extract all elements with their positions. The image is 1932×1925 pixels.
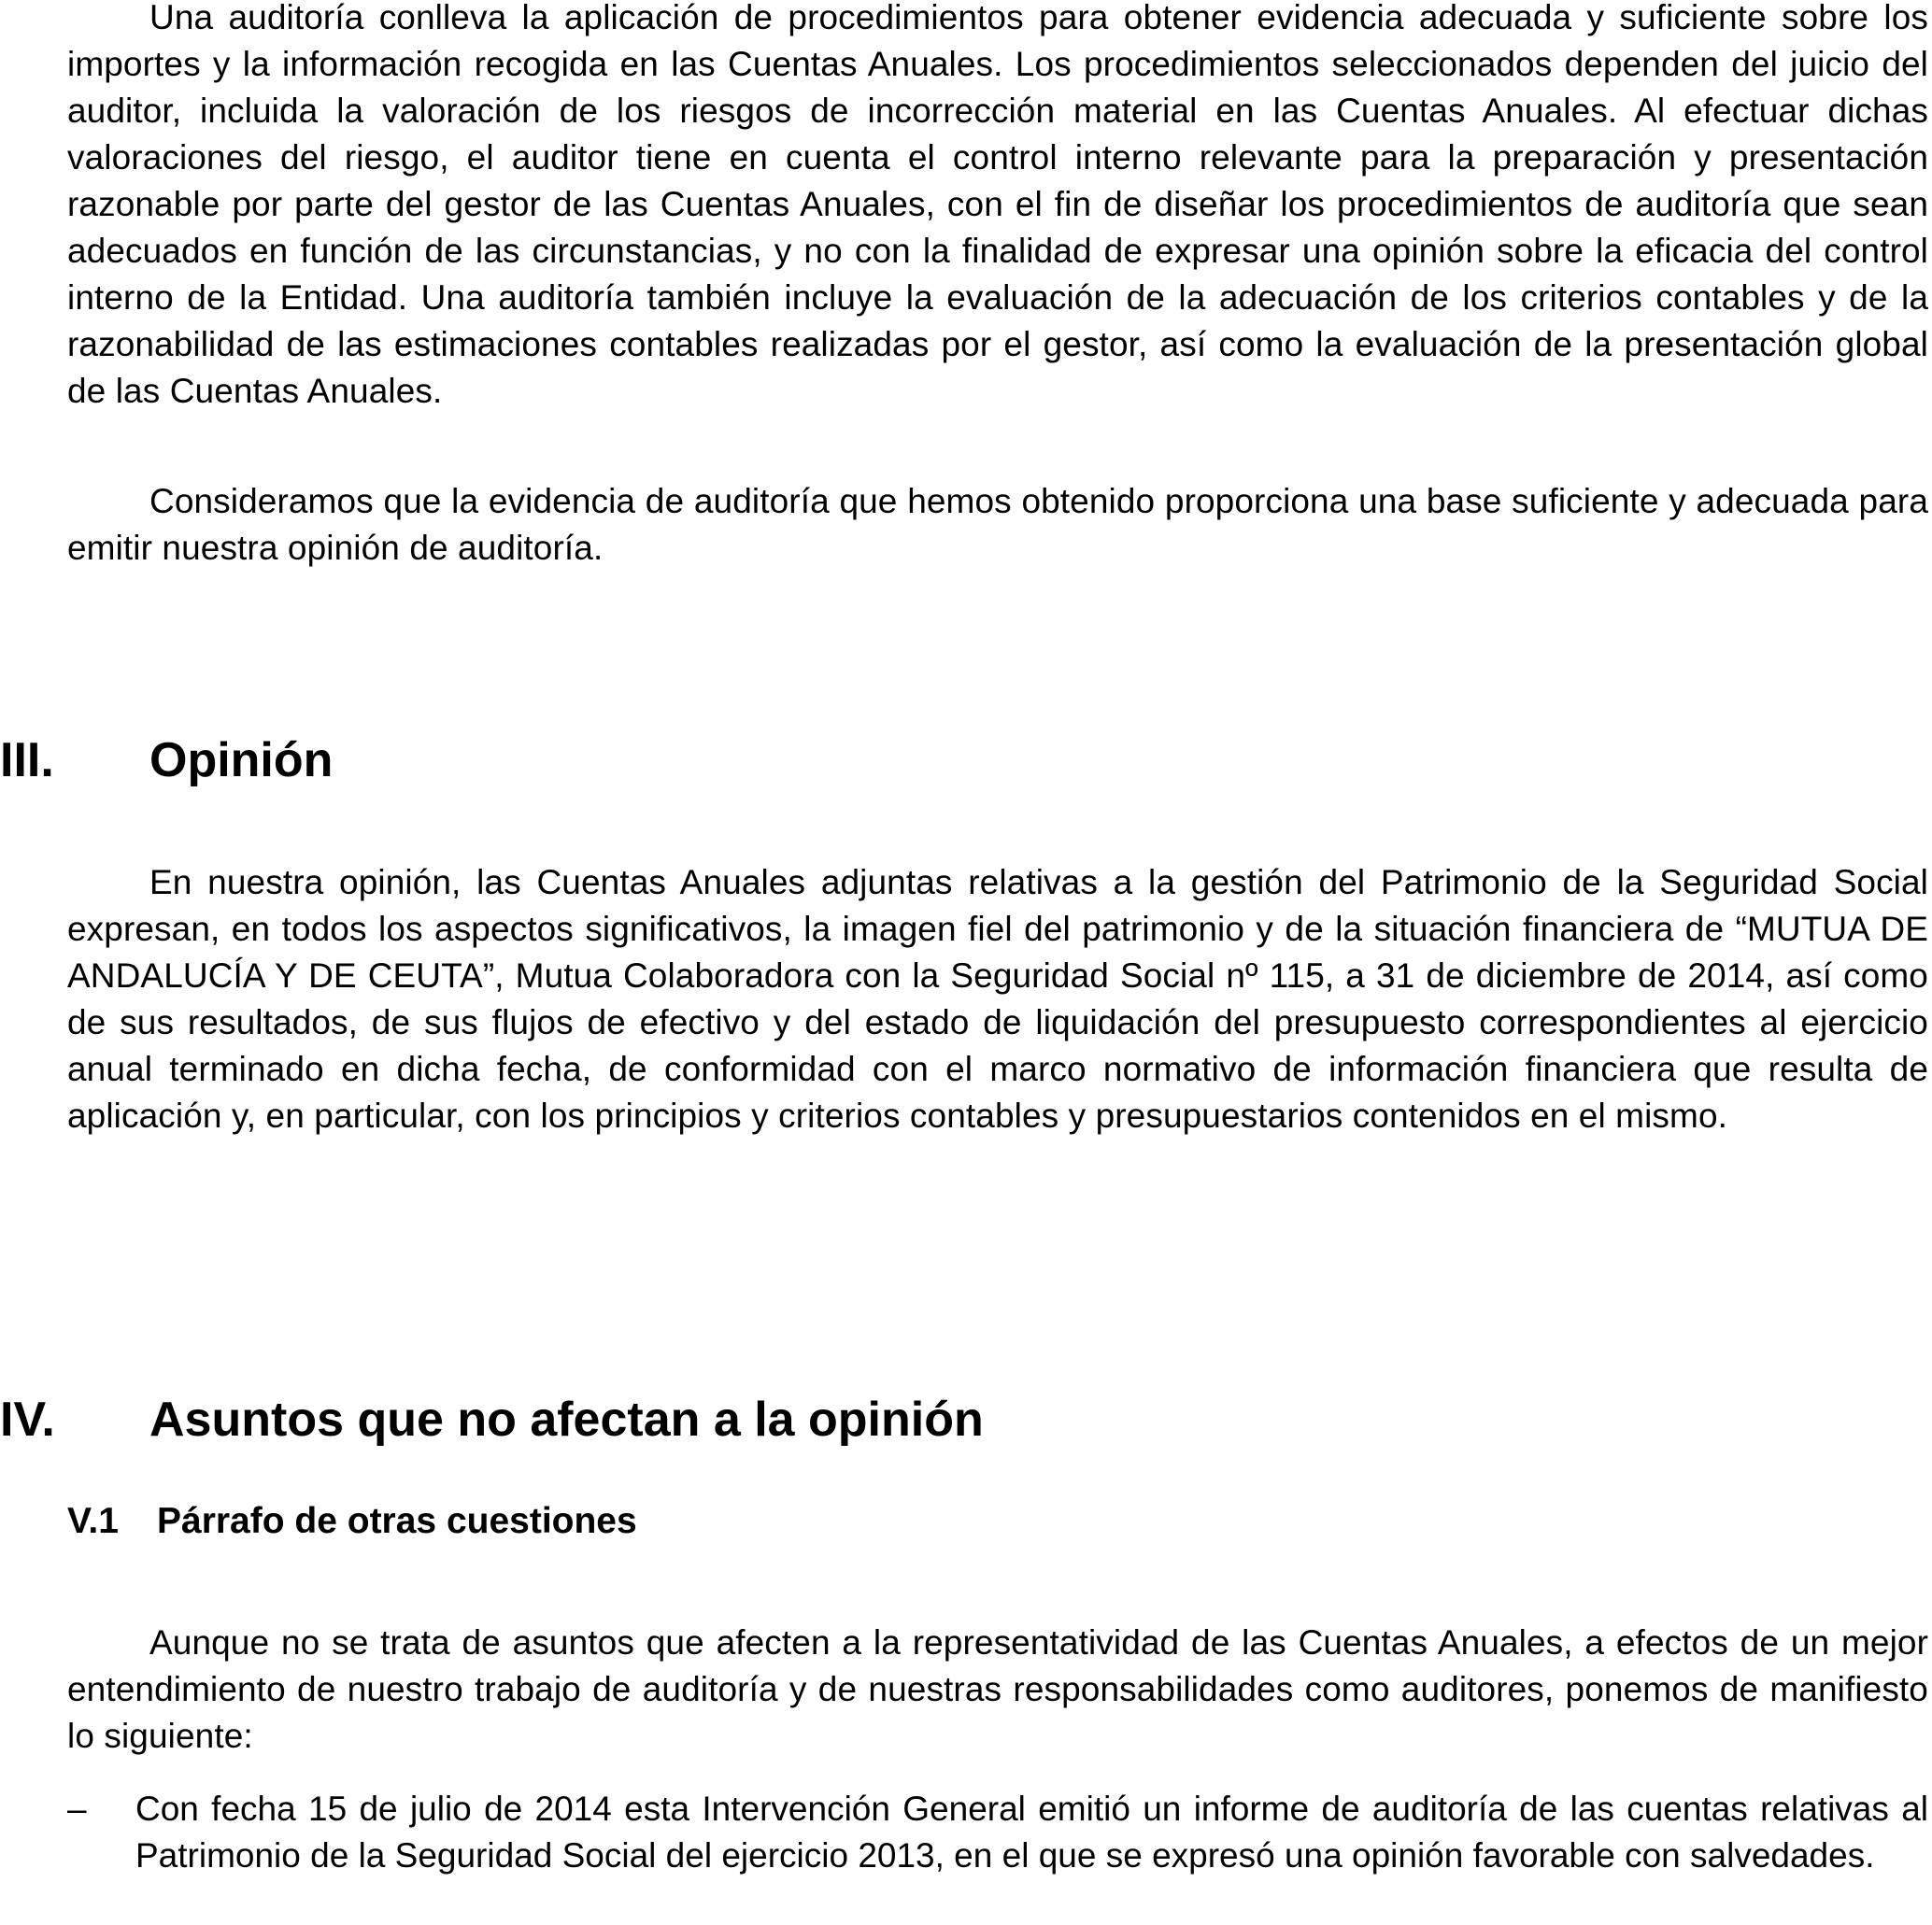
paragraph-audit-procedures: Una auditoría conlleva la aplicación de procedimientos para obtener evidencia adecuada y suficiente sobre los importes y la información recogida en las Cuentas Anuales. Los procedimientos seleccionados dependen del juicio del auditor, incluida la valoración de los riesgos de incorrección material en las Cuentas Anuales. Al efectuar dichas valoraciones del riesgo, el auditor tiene en cuenta el control interno relevante para la preparación y presentación razonable por parte del gestor de las Cuentas Anuales, con el fin de diseñar los procedimientos de auditoría que sean adecuados en función de las circunstancias, y no con la finalidad de expresar una opinión sobre la eficacia del control interno de la Entidad. Una auditoría también incluye la evaluación de la adecuación de los criterios contables y de la razonabilidad de las estimaciones contables realizadas por el gestor, así como la evaluación de la presentación global de las Cuentas Anuales. — [67, 0, 1928, 410]
section-title: Opinión — [149, 733, 334, 787]
section-heading-other-matters — [0, 1392, 984, 1448]
section-number: III. — [0, 733, 54, 787]
section-title: Asuntos que no afectan a la opinión — [149, 1393, 984, 1447]
paragraph-opinion: En nuestra opinión, las Cuentas Anuales adjuntas relativas a la gestión del Patrimonio de la Seguridad Social expresan, en todos los aspectos significativos, la imagen fiel del patrimonio y de la situación financiera de “MUTUA DE ANDALUCÍA Y DE CEUTA”, Mutua Colaboradora con la Seguridad Social nº 115, a 31 de diciembre de 2014, así como de sus resultados, de sus flujos de efectivo y del estado de liquidación del presupuesto correspondientes al ejercicio anual terminado en dicha fecha, de conformidad con el marco normativo de información financiera que resulta de aplicación y, en particular, con los principios y criterios contables y presupuestarios contenidos en el mismo. — [67, 863, 1928, 1135]
bullet-dash: – — [67, 1790, 87, 1828]
paragraph-audit-evidence: Consideramos que la evidencia de auditoría que hemos obtenido proporciona una base suficiente y adecuada para emitir nuestra opinión de auditoría. — [67, 482, 1928, 567]
subsection-heading-other-questions — [67, 1498, 637, 1545]
section-number: IV. — [0, 1393, 55, 1447]
section-heading-opinion — [0, 732, 333, 788]
paragraph-other-matters-intro: Aunque no se trata de asuntos que afecten a la representatividad de las Cuentas Anuales, a efectos de un mejor entendimiento de nuestro trabajo de auditoría y de nuestras responsabilidades como auditores, ponemos de manifiesto lo siguiente: — [67, 1623, 1928, 1755]
list-item — [67, 1786, 1928, 1879]
list-item-text: Con fecha 15 de julio de 2014 esta Intervención General emitió un informe de auditoría de las cuentas relativas al Patrimonio de la Seguridad Social del ejercicio 2013, en el que se expresó una opinión favorable con salvedades. — [135, 1790, 1928, 1875]
subsection-number: V.1 — [67, 1501, 119, 1541]
subsection-title: Párrafo de otras cuestiones — [157, 1501, 637, 1541]
